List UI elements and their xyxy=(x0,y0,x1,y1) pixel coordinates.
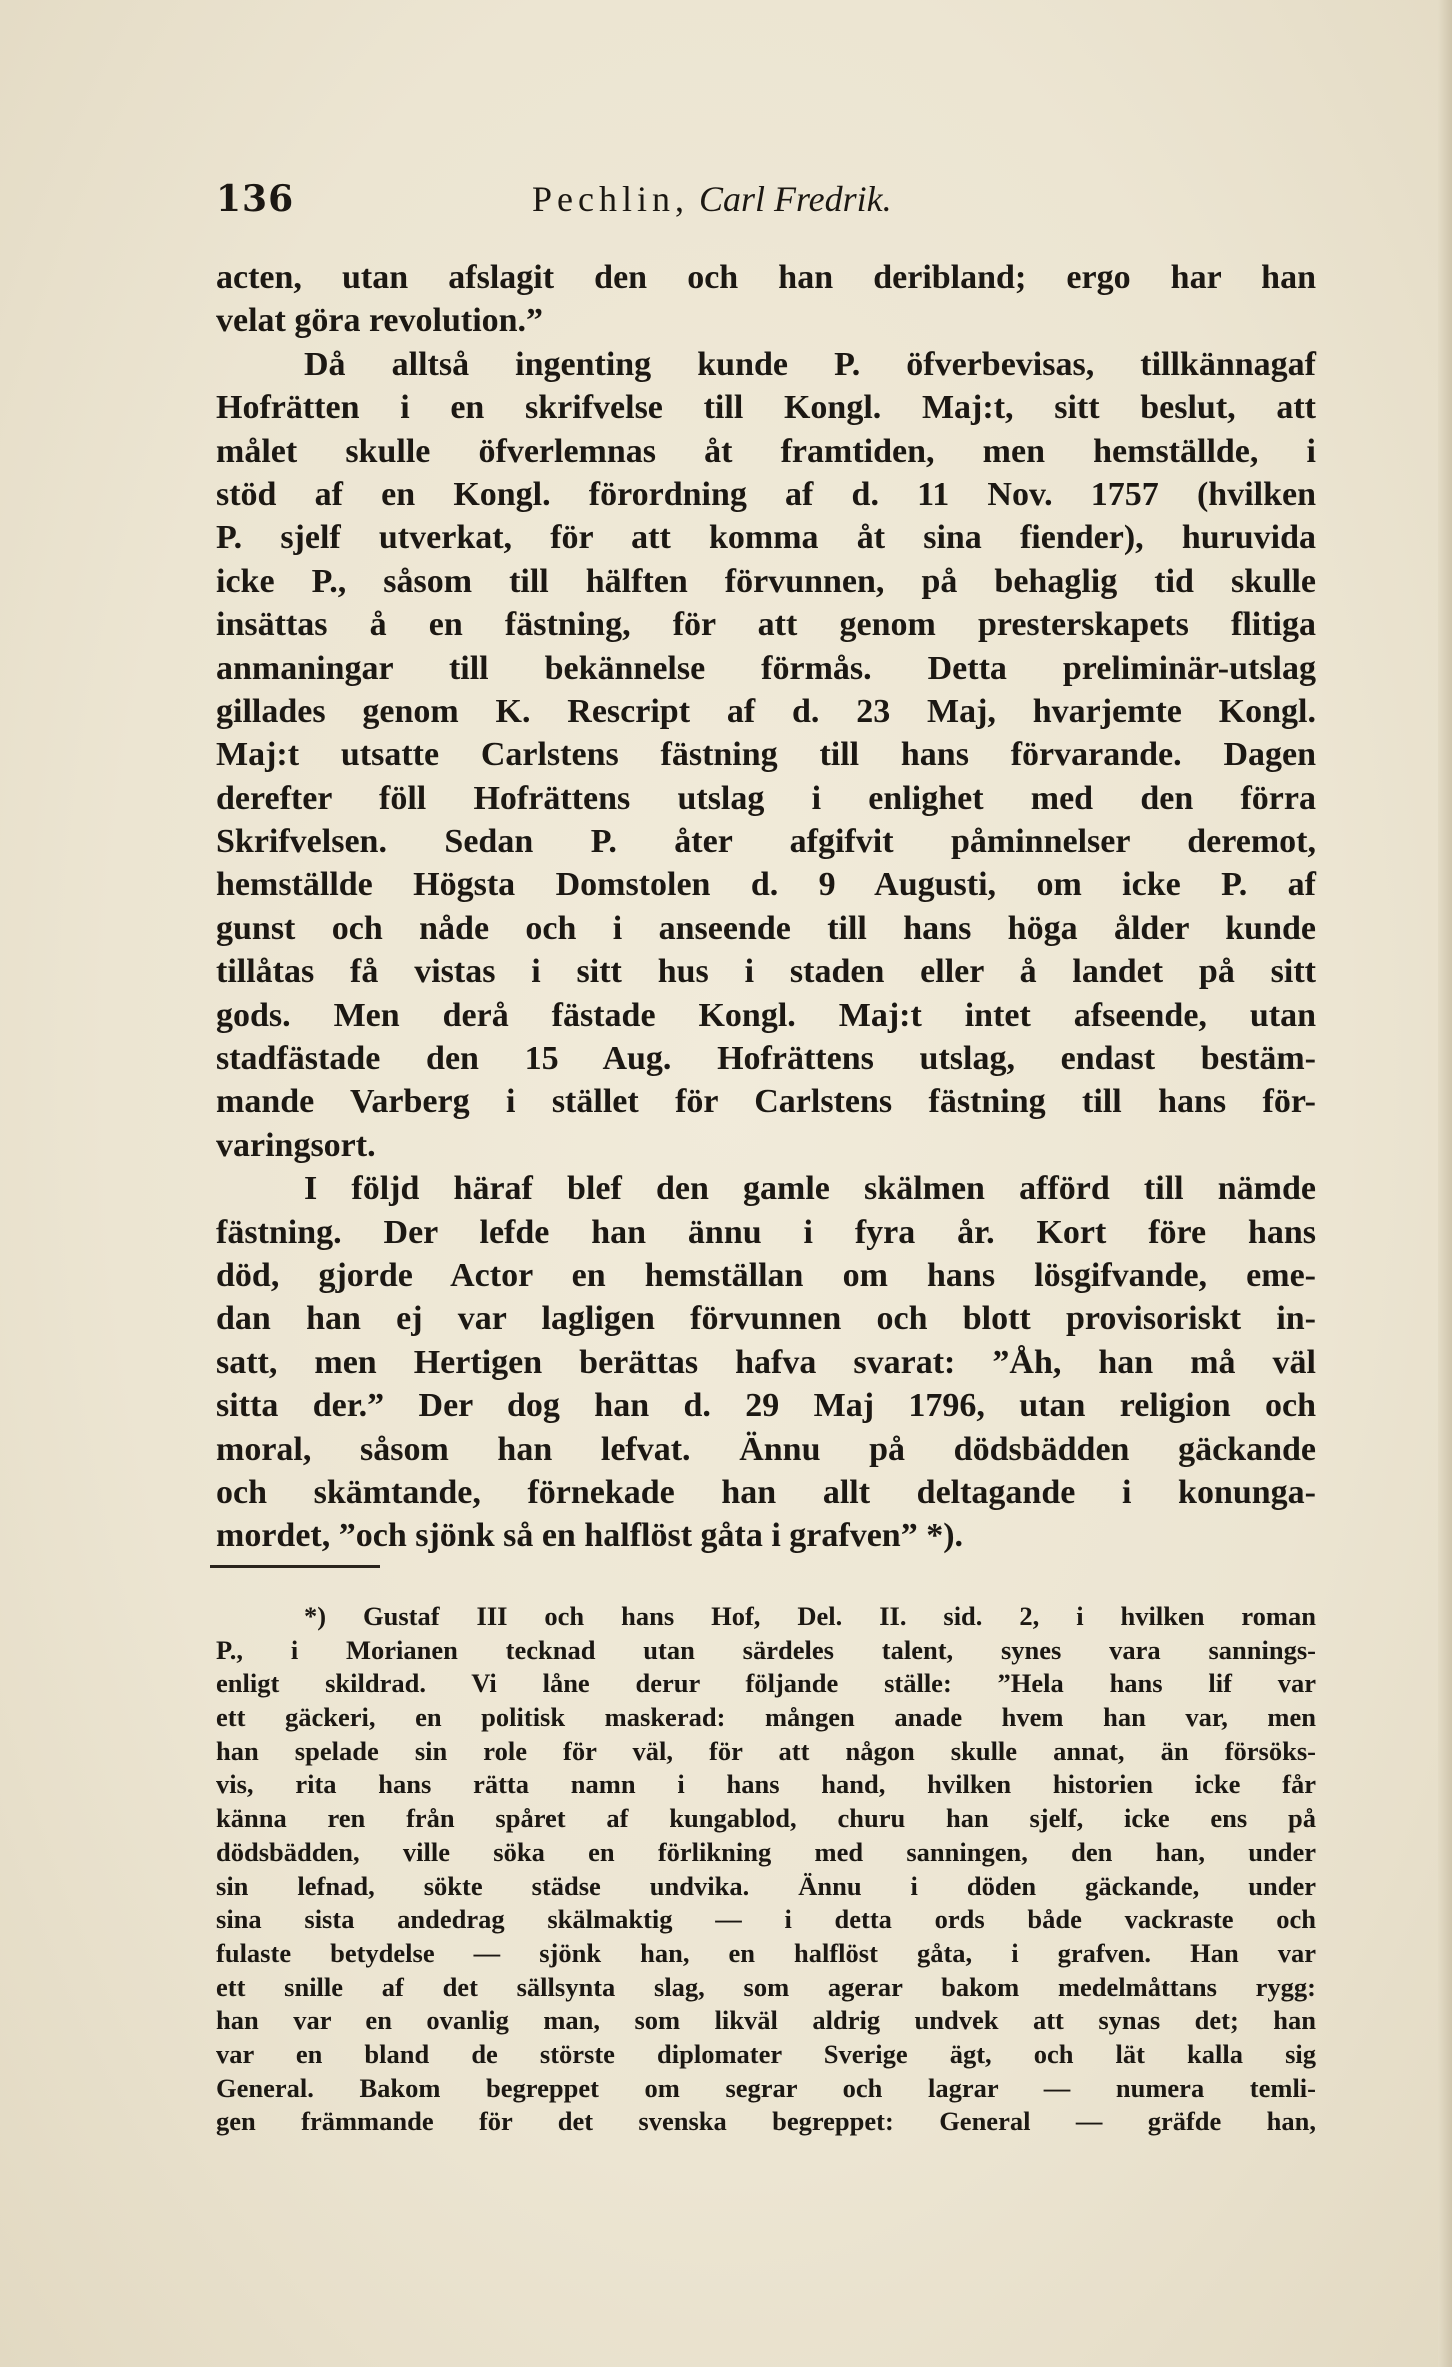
text-line: Hofrätten i en skrifvelse till Kongl. Maj:t, sitt beslut, att xyxy=(216,389,1316,427)
footnote-line: gen främmande för det svenska begreppet: General — gräfde han, xyxy=(216,2106,1316,2137)
text-line: och skämtande, förnekade han allt deltagande i konunga- xyxy=(216,1473,1316,1511)
footnote-line: han var en ovanlig man, som likväl aldrig undvek att synas det; han xyxy=(216,2005,1316,2036)
text-line: anmaningar till bekännelse förmås. Detta preliminär-utslag xyxy=(216,649,1316,687)
footnote-line: enligt skildrad. Vi låne derur följande ställe: ”Hela hans lif var xyxy=(216,1668,1316,1699)
page-number: 136 xyxy=(216,178,295,220)
footnote-line: General. Bakom begreppet om segrar och lagrar — numera temli- xyxy=(216,2072,1316,2103)
text-line: Maj:t utsatte Carlstens fästning till hans förvarande. Dagen xyxy=(216,736,1316,774)
footnote-line: sina sista andedrag skälmaktig — i detta ords både vackraste och xyxy=(216,1904,1316,1935)
footnote xyxy=(216,1600,1316,2139)
text-line: Skrifvelsen. Sedan P. åter afgifvit påminnelser deremot, xyxy=(216,823,1316,861)
running-head-given-name: Carl Fredrik. xyxy=(698,179,892,219)
footnote-line: dödsbädden, ville söka en förlikning med sanningen, den han, under xyxy=(216,1836,1316,1867)
text-line: moral, såsom han lefvat. Ännu på dödsbädden gäckande xyxy=(216,1430,1316,1468)
text-line: I följd häraf blef den gamle skälmen afförd till nämde xyxy=(304,1170,1316,1208)
body-text xyxy=(216,256,1316,1558)
text-line: satt, men Hertigen berättas hafva svarat: ”Åh, han må väl xyxy=(216,1343,1316,1381)
footnote-line: var en bland de störste diplomater Sverige ägt, och lät kalla sig xyxy=(216,2038,1316,2069)
text-line: acten, utan afslagit den och han deribland; ergo har han xyxy=(216,259,1316,296)
text-line: mande Varberg i stället för Carlstens fästning till hans för- xyxy=(216,1083,1316,1121)
footnote-rule xyxy=(210,1565,380,1568)
footnote-line: *) Gustaf III och hans Hof, Del. II. sid. 2, i hvilken roman xyxy=(304,1601,1316,1631)
footnote-line: P., i Morianen tecknad utan särdeles talent, synes vara sannings- xyxy=(216,1634,1316,1665)
footnote-line: ett snille af det sällsynta slag, som agerar bakom medelmåttans rygg: xyxy=(216,1971,1316,2002)
text-line: sitta der.” Der dog han d. 29 Maj 1796, utan religion och xyxy=(216,1387,1316,1425)
text-line: P. sjelf utverkat, för att komma åt sina fiender), huruvida xyxy=(216,519,1316,557)
running-head-title xyxy=(532,178,892,220)
footnote-line: sin lefnad, sökte städse undvika. Ännu i döden gäckande, under xyxy=(216,1870,1316,1901)
text-line: gunst och nåde och i anseende till hans höga ålder kunde xyxy=(216,909,1316,947)
text-line: insättas å en fästning, för att genom presterskapets flitiga xyxy=(216,606,1316,644)
text-line: gillades genom K. Rescript af d. 23 Maj, hvarjemte Kongl. xyxy=(216,692,1316,730)
running-header xyxy=(216,178,1316,234)
text-line: Då alltså ingenting kunde P. öfverbevisas, tillkännagaf xyxy=(304,345,1316,383)
text-line: fästning. Der lefde han ännu i fyra år. Kort före hans xyxy=(216,1213,1316,1251)
page-edge xyxy=(1438,0,1452,2367)
text-line: hemställde Högsta Domstolen d. 9 Augusti, om icke P. af xyxy=(216,866,1316,904)
running-head-surname: Pechlin, xyxy=(532,179,689,219)
footnote-line: ett gäckeri, en politisk maskerad: mången anade hvem han var, men xyxy=(216,1702,1316,1733)
text-line: varingsort. xyxy=(216,1126,376,1164)
text-line: gods. Men derå fästade Kongl. Maj:t intet afseende, utan xyxy=(216,996,1316,1034)
text-line: derefter föll Hofrättens utslag i enlighet med den förra xyxy=(216,779,1316,817)
text-line: mordet, ”och sjönk så en halflöst gåta i grafven” *). xyxy=(216,1517,964,1555)
footnote-line: han spelade sin role för väl, för att någon skulle annat, än försöks- xyxy=(216,1735,1316,1766)
text-line: velat göra revolution.” xyxy=(216,302,544,340)
text-line: dan han ej var lagligen förvunnen och blott provisoriskt in- xyxy=(216,1300,1316,1338)
footnote-line: känna ren från spåret af kungablod, churu han sjelf, icke ens på xyxy=(216,1803,1316,1834)
text-line: målet skulle öfverlemnas åt framtiden, men hemställde, i xyxy=(216,432,1316,470)
text-line: död, gjorde Actor en hemställan om hans lösgifvande, eme- xyxy=(216,1256,1316,1294)
text-line: tillåtas få vistas i sitt hus i staden eller å landet på sitt xyxy=(216,953,1316,991)
text-line: icke P., såsom till hälften förvunnen, på behaglig tid skulle xyxy=(216,562,1316,600)
text-line: stöd af en Kongl. förordning af d. 11 Nov. 1757 (hvilken xyxy=(216,475,1316,513)
footnote-line: fulaste betydelse — sjönk han, en halflöst gåta, i grafven. Han var xyxy=(216,1937,1316,1968)
text-line: stadfästade den 15 Aug. Hofrättens utslag, endast bestäm- xyxy=(216,1040,1316,1078)
footnote-line: vis, rita hans rätta namn i hans hand, hvilken historien icke får xyxy=(216,1769,1316,1800)
